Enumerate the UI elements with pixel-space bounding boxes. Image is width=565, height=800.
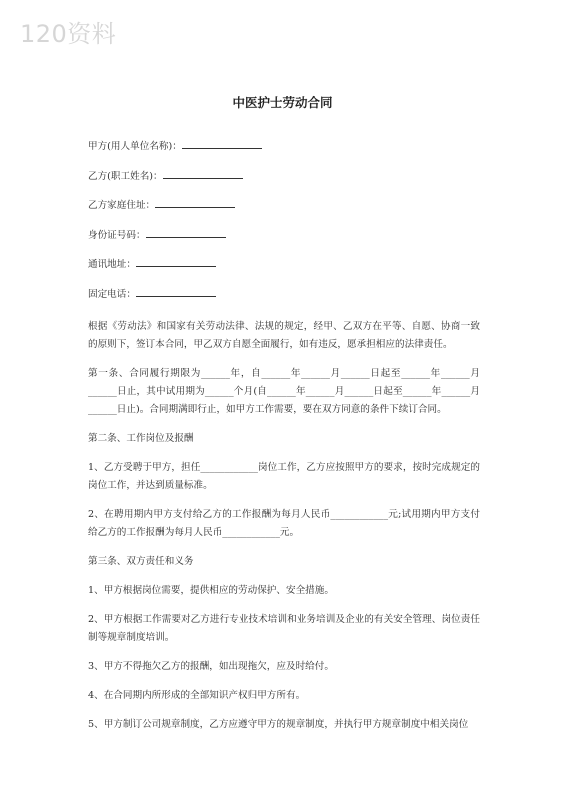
- blank-line: [163, 168, 243, 179]
- preamble-paragraph: 根据《劳动法》和国家有关劳动法律、法规的规定，经甲、乙双方在平等、自愿、协商一致的原则下，签订本合同，甲乙双方自愿全面履行，如有违反，愿承担相应的法律责任。: [88, 320, 480, 350]
- article-3-item-4: 4、在合同期内所形成的全部知识产权归甲方所有。: [88, 689, 306, 701]
- field-label: 甲方(用人单位名称)：: [88, 141, 182, 152]
- article-1-term: 第一条、合同履行期限为______年，自______年______月______日起至______年______月______日止，其中试用期为______个月(自______年______月______日起至______年______月______日止)。合同期满即行止，如甲方工作需要，要在双方同意的条件下续订合同。: [88, 367, 480, 415]
- contract-body: [88, 138, 480, 745]
- article-2-item-2: 2、在聘用期内甲方支付给乙方的工作报酬为每月人民币____________元;试用期内甲方支付给乙方的工作报酬为每月人民币____________元。: [88, 508, 480, 538]
- field-employer-name: [88, 138, 480, 156]
- article-3-heading: 第三条、双方责任和义务: [88, 555, 194, 567]
- field-label: 固定电话：: [88, 288, 136, 300]
- blank-line: [136, 286, 216, 297]
- blank-line: [155, 197, 235, 208]
- field-label: 通讯地址：: [88, 259, 136, 270]
- blank-line: [182, 138, 262, 149]
- field-mailing-address: [88, 256, 480, 274]
- field-employee-name: [88, 168, 480, 186]
- article-3-item-3: 3、甲方不得拖欠乙方的报酬，如出现拖欠，应及时给付。: [88, 660, 334, 672]
- field-label: 乙方(职工姓名)：: [88, 170, 163, 182]
- article-3-item-2: 2、甲方根据工作需要对乙方进行专业技术培训和业务培训及企业的有关安全管理、岗位责任制等规章制度培训。: [88, 613, 480, 643]
- field-id-number: [88, 227, 480, 245]
- field-phone: [88, 286, 480, 304]
- blank-line: [146, 227, 226, 238]
- article-3-item-5: 5、甲方制订公司规章制度，乙方应遵守甲方的规章制度，并执行甲方规章制度中相关岗位: [88, 718, 469, 730]
- blank-line: [136, 256, 216, 267]
- field-label: 身份证号码：: [88, 229, 146, 241]
- article-3-item-1: 1、甲方根据岗位需要，提供相应的劳动保护、安全措施。: [88, 584, 334, 596]
- field-employee-address: [88, 197, 480, 215]
- field-label: 乙方家庭住址：: [88, 200, 156, 211]
- article-2-item-1: 1、乙方受聘于甲方，担任____________岗位工作，乙方应按照甲方的要求，按时完成规定的岗位工作，并达到质量标准。: [88, 461, 480, 491]
- page-title: 中医护士劳动合同: [232, 95, 333, 110]
- watermark-logo: 120资料: [20, 20, 117, 48]
- article-2-heading: 第二条、工作岗位及报酬: [88, 432, 194, 444]
